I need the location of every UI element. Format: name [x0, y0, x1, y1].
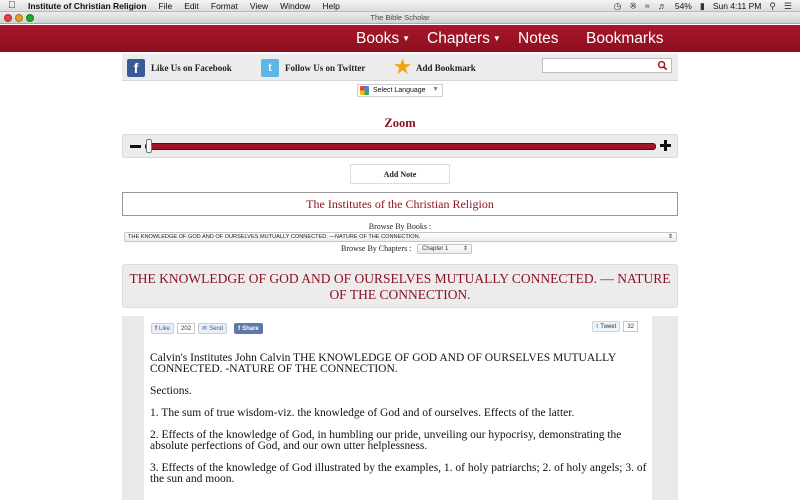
chapter-select[interactable]	[417, 244, 472, 254]
apple-icon[interactable]	[8, 0, 18, 12]
nav-chapters[interactable]: Chapters ▼	[427, 30, 501, 47]
menu-file[interactable]: File	[158, 0, 173, 11]
chapter-text	[150, 353, 648, 496]
volume-icon[interactable]: ♬	[657, 1, 667, 11]
search-box	[542, 58, 672, 73]
time-machine-icon[interactable]: ◷	[613, 0, 622, 11]
search-input[interactable]	[543, 63, 653, 76]
facebook-icon: f	[238, 325, 241, 332]
books-select[interactable]	[124, 232, 677, 242]
facebook-send-button[interactable]: ✉ Send	[198, 323, 227, 334]
facebook-like-widget	[151, 323, 263, 334]
facebook-like-button[interactable]: f Like	[151, 323, 174, 334]
browse-books-label: Browse By Books :	[368, 222, 432, 231]
chapter-select-value: Chapter 1	[422, 246, 449, 252]
menu-view[interactable]: View	[249, 0, 269, 11]
tweet-button[interactable]: t Tweet	[592, 321, 620, 332]
menu-format[interactable]: Format	[210, 0, 238, 11]
tweet-count: 32	[623, 321, 638, 332]
zoom-in-icon-vertical[interactable]	[664, 140, 667, 151]
menu-edit[interactable]: Edit	[184, 0, 199, 11]
google-icon	[360, 86, 369, 95]
battery-percent[interactable]: 54%	[674, 1, 692, 11]
nav-bookmarks[interactable]: Bookmarks	[586, 30, 664, 47]
zoom-out-icon[interactable]	[130, 145, 141, 148]
dropdown-arrow-icon: ▼	[432, 86, 439, 93]
search-icon[interactable]	[657, 60, 668, 71]
window-title: The Bible Scholar	[370, 13, 430, 22]
book-title: The Institutes of the Christian Religion	[122, 192, 678, 216]
browse-chapters-label: Browse By Chapters :	[341, 244, 412, 253]
send-icon: ✉	[202, 326, 208, 332]
zoom-label: Zoom	[384, 116, 416, 130]
select-arrows-icon: ⇕	[462, 246, 468, 252]
thumb-icon: f	[155, 325, 157, 332]
spotlight-icon[interactable]: ⚲	[769, 0, 776, 11]
app-menu-name[interactable]: Institute of Christian Religion	[28, 0, 147, 11]
chevron-down-icon: ▼	[492, 34, 501, 44]
paragraph: Calvin's Institutes John Calvin THE KNOWLEDGE OF GOD AND OF OURSELVES MUTUALLY CONNECTED. -NATURE OF THE CONNECTION.	[150, 352, 616, 375]
facebook-icon: f	[127, 59, 145, 77]
social-bar	[122, 54, 678, 81]
clock[interactable]: Sun 4:11 PM	[712, 1, 762, 11]
zoom-slider-track[interactable]	[145, 143, 656, 150]
chapter-heading: THE KNOWLEDGE OF GOD AND OF OURSELVES MUTUALLY CONNECTED. — NATURE OF THE CONNECTION.	[122, 264, 678, 308]
facebook-share-button[interactable]: f Share	[234, 323, 263, 334]
follow-twitter-link[interactable]: t Follow Us on Twitter	[261, 54, 365, 81]
language-select[interactable]: Select Language ▼	[357, 84, 443, 97]
chevron-down-icon: ▼	[402, 34, 411, 44]
zoom-slider-panel	[122, 134, 678, 158]
books-select-value: THE KNOWLEDGE OF GOD AND OF OURSELVES MUTUALLY CONNECTED. —NATURE OF THE CONNECTION.	[128, 234, 421, 240]
bluetooth-icon[interactable]: ※	[629, 0, 637, 11]
status-area	[613, 0, 792, 12]
like-count: 202	[177, 323, 195, 334]
tweet-widget	[592, 321, 638, 332]
paragraph: 3. Effects of the knowledge of God illustrated by the examples, 1. of holy patriarchs; 2. of holy angels; 3. of the sun and moon.	[150, 462, 647, 485]
select-arrows-icon: ⇕	[667, 234, 673, 240]
paragraph: 2. Effects of the knowledge of God, in humbling our pride, unveiling our hypocrisy, demonstrating the absolute perfections of God, and our own utter helplessness.	[150, 429, 622, 452]
chapter-content	[144, 316, 652, 500]
menu-help[interactable]: Help	[322, 0, 340, 11]
notification-center-icon[interactable]: ☰	[783, 0, 792, 11]
twitter-icon: t	[596, 323, 599, 330]
paragraph: 1. The sum of true wisdom-viz. the knowledge of God and of ourselves. Effects of the latter.	[150, 407, 575, 419]
star-icon: ★	[394, 56, 412, 78]
main-nav	[0, 25, 800, 52]
battery-icon: ▮	[699, 0, 705, 11]
add-bookmark-link[interactable]: ★ Add Bookmark	[394, 56, 476, 78]
nav-books[interactable]: Books ▼	[356, 30, 411, 47]
zoom-slider-thumb[interactable]	[146, 139, 152, 153]
paragraph: Sections.	[150, 385, 192, 397]
nav-notes[interactable]: Notes	[518, 30, 559, 47]
add-note-button[interactable]: Add Note	[350, 164, 450, 184]
mac-menubar	[0, 0, 800, 12]
window-titlebar	[0, 12, 800, 24]
twitter-icon: t	[261, 59, 279, 77]
wifi-icon[interactable]: ≈	[644, 1, 650, 11]
menu-window[interactable]: Window	[280, 0, 311, 11]
like-facebook-link[interactable]: f Like Us on Facebook	[127, 54, 232, 81]
